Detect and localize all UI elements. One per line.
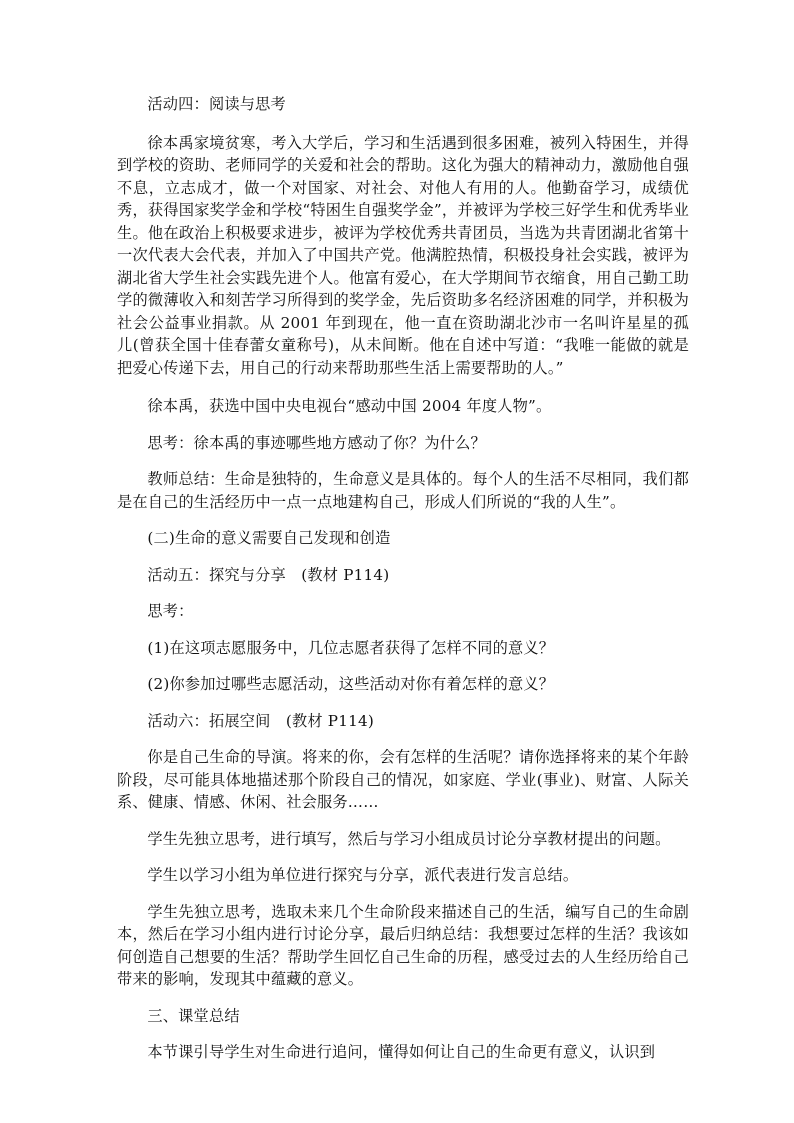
document-page xyxy=(117,93,689,1064)
award-paragraph: 徐本禹，获选中国中央电视台“感动中国 2004 年度人物”。 xyxy=(147,397,552,415)
think-label: 思考： xyxy=(147,602,194,620)
question-paragraph: 思考：徐本禹的事迹哪些地方感动了你？为什么？ xyxy=(147,433,486,452)
activity-five-heading: 活动五：探究与分享 (教材 P114) xyxy=(147,565,390,584)
class-summary-paragraph: 本节课引导学生对生命进行追问，懂得如何让自己的生命更有意义，认识到 xyxy=(147,1043,656,1061)
life-script-paragraph: 学生先独立思考，选取未来几个生命阶段来描述自己的生活，编写自己的生命剧本，然后在学习小组内进行讨论分享，最后归纳总结：我想要过怎样的生活？我该如何创造自己想要的生活？帮助学生回忆自己生命的历程，感受过去的人生经历给自己带来的影响，发现其中蕴藏的意义。 xyxy=(117,902,689,988)
section-heading: (二)生命的意义需要自己发现和创造 xyxy=(147,529,391,547)
group-share-paragraph: 学生以学习小组为单位进行探究与分享，派代表进行发言总结。 xyxy=(147,866,579,884)
activity-six-heading: 活动六：拓展空间 (教材 P114) xyxy=(147,711,374,730)
class-summary-heading: 三、课堂总结 xyxy=(147,1006,240,1025)
teacher-summary-paragraph: 教师总结：生命是独特的，生命意义是具体的。每个人的生活不尽相同，我们都是在自己的生活经历中一点一点地建构自己，形成人们所说的“我的人生”。 xyxy=(117,470,689,511)
question-one: (1)在这项志愿服务中，几位志愿者获得了怎样不同的意义？ xyxy=(147,638,555,657)
activity-four-heading: 活动四：阅读与思考 xyxy=(147,95,286,113)
director-paragraph: 你是自己生命的导演。将来的你，会有怎样的生活呢？请你选择将来的某个年龄阶段，尽可能具体地描述那个阶段自己的情况，如家庭、学业(事业)、财富、人际关系、健康、情感、休闲、社会服务…… xyxy=(117,748,689,811)
question-two: (2)你参加过哪些志愿活动，这些活动对你有着怎样的意义？ xyxy=(147,675,555,693)
story-paragraph: 徐本禹家境贫寒，考入大学后，学习和生活遇到很多困难，被列入特困生，并得到学校的资助、老师同学的关爱和社会的帮助。这化为强大的精神动力，激励他自强不息，立志成才，做一个对国家、对社会、对他人有用的人。他勤奋学习，成绩优秀，获得国家奖学金和学校“特困生自强奖学金”，并被评为学校三好学生和优秀毕业生。他在政治上积极要求进步，被评为学校优秀共青团员，当选为共青团湖北省第十一次代表大会代表，并加入了中国共产党。他满腔热情，积极投身社会实践，被评为湖北省大学生社会实践先进个人。他富有爱心，在大学期间节衣缩食，用自己勤工助学的微薄收入和刻苦学习所得到的奖学金，先后资助多名经济困难的同学，并积极为社会公益事业捐款。从 2001 年到现在，他一直在资助湖北沙市一名叫许星星的孤儿(曾获全国十佳春蕾女童称号)，从未间断。他在自述中写道：“我唯一能做的就是把爱心传递下去，用自己的行动来帮助那些生活上需要帮助的人。” xyxy=(117,133,689,377)
student-fill-paragraph: 学生先独立思考，进行填写，然后与学习小组成员讨论分享教材提出的问题。 xyxy=(147,829,671,848)
